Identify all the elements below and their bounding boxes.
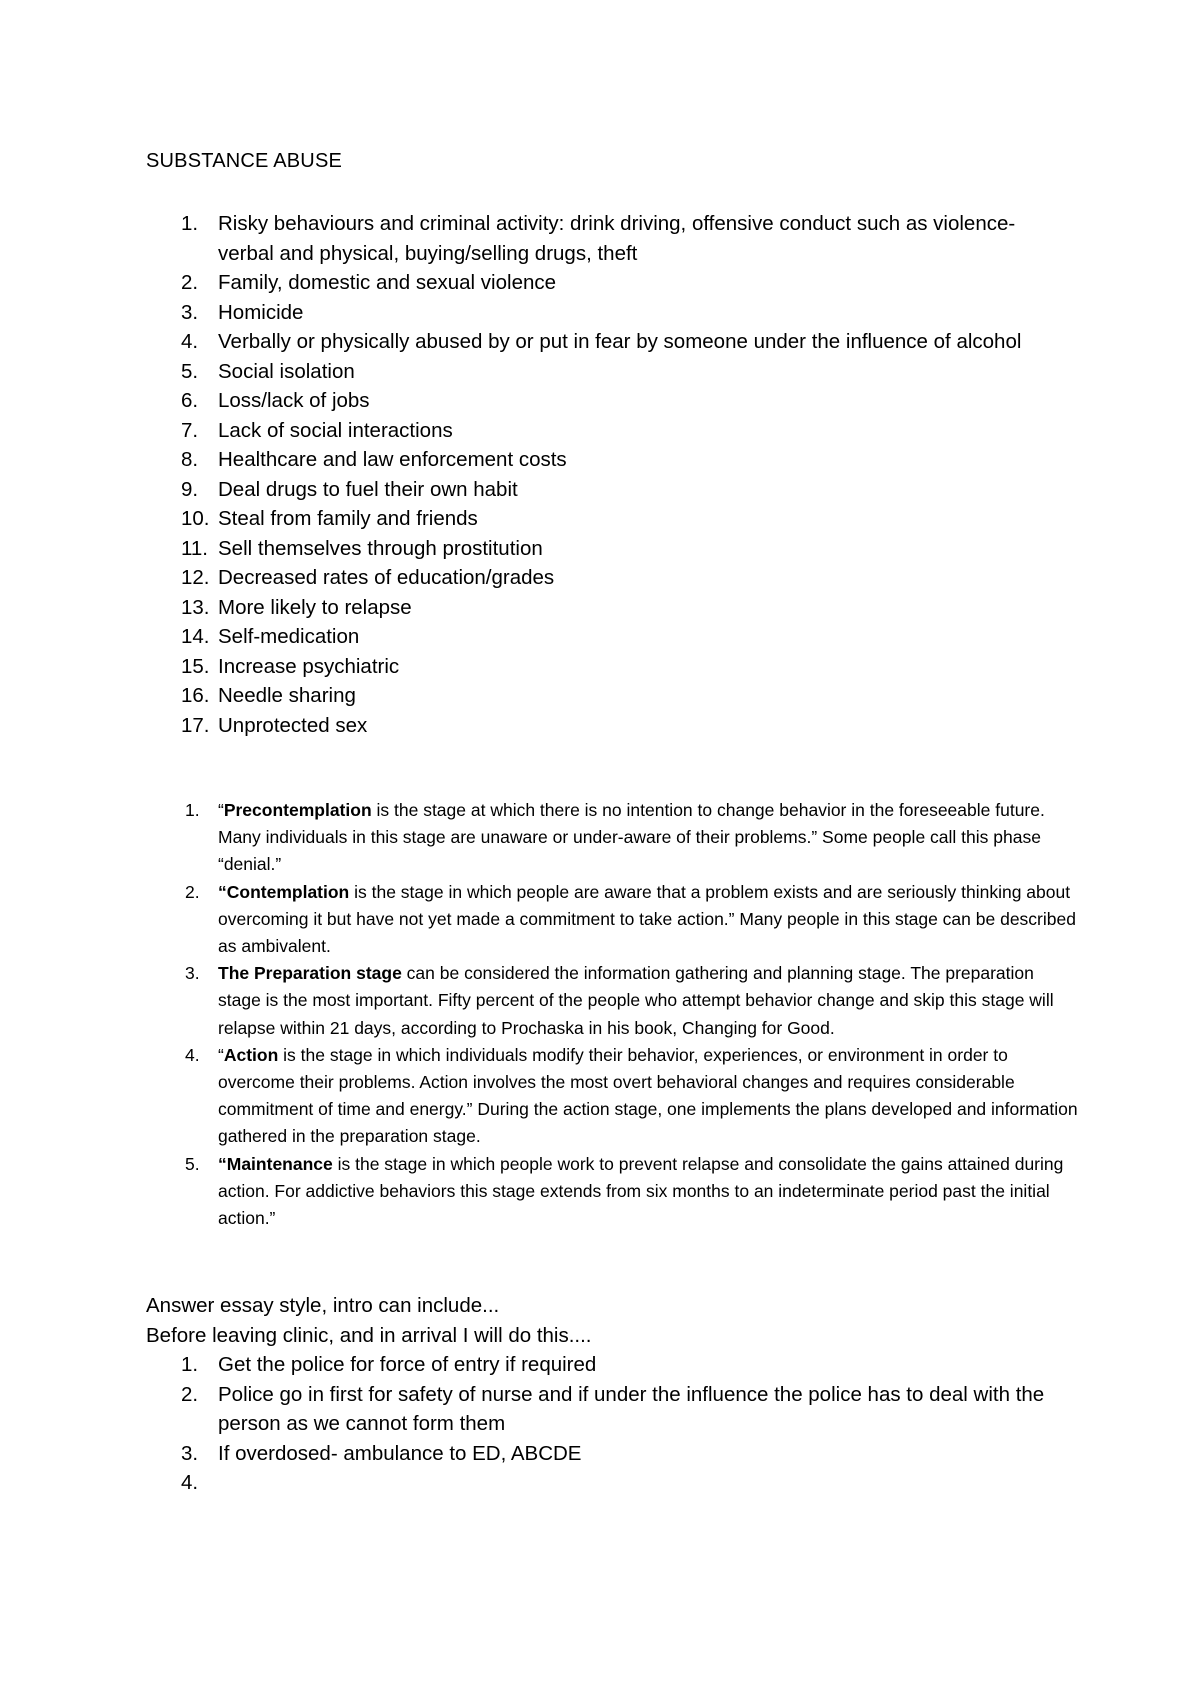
list-number: 2. bbox=[181, 1382, 199, 1406]
list-item bbox=[181, 1042, 1081, 1151]
list-number: 16. bbox=[181, 684, 210, 707]
list-number: 11. bbox=[181, 536, 208, 560]
stage-name: Contemplation bbox=[226, 881, 350, 902]
list-number: 9. bbox=[181, 477, 199, 501]
list-item bbox=[181, 475, 1031, 505]
list-text: Lack of social interactions bbox=[218, 418, 453, 442]
list-text: Social isolation bbox=[218, 359, 355, 383]
list-item bbox=[181, 534, 1031, 564]
list-text: Steal from family and friends bbox=[218, 507, 478, 530]
list-number: 13. bbox=[181, 595, 210, 619]
list-text: Verbally or physically abused by or put in fear by someone under the influence of alcohol bbox=[218, 330, 1022, 353]
stage-description: is the stage at which there is no intention to change behavior in the foreseeable future. Many individuals in this stage are unaware or under-aware of their problems.” Some people call this phase “denial.” bbox=[218, 800, 1045, 875]
list-text: Police go in first for safety of nurse and if under the influence the police has to deal with the person as we cannot form them bbox=[218, 1382, 1045, 1435]
list-number: 2. bbox=[181, 271, 199, 294]
list-number: 4. bbox=[185, 1044, 200, 1065]
list-number: 8. bbox=[181, 448, 199, 471]
quote-mark: “ bbox=[218, 881, 227, 902]
list-text: More likely to relapse bbox=[218, 595, 412, 619]
list-item bbox=[181, 563, 1031, 593]
list-number: 4. bbox=[181, 330, 199, 353]
list-number: 17. bbox=[181, 713, 210, 737]
list-text: Increase psychiatric bbox=[218, 654, 400, 678]
essay-instructions bbox=[146, 1291, 592, 1350]
essay-before-line: Before leaving clinic, and in arrival I will do this.... bbox=[146, 1323, 592, 1347]
list-text: Family, domestic and sexual violence bbox=[218, 271, 557, 294]
list-text: Needle sharing bbox=[218, 684, 356, 707]
stage-description: is the stage in which people are aware that a problem exists and are seriously thinking about overcoming it but have not yet made a commitment to take action.” Many people in this stage can be described as ambivalent. bbox=[218, 881, 1076, 957]
list-item bbox=[181, 1468, 1061, 1498]
list-item bbox=[181, 504, 1031, 534]
essay-intro-line: Answer essay style, intro can include... bbox=[146, 1294, 500, 1317]
stage-name: Precontemplation bbox=[223, 800, 372, 820]
stages-of-change-list bbox=[181, 797, 1081, 1232]
list-text: Risky behaviours and criminal activity: drink driving, offensive conduct such as violence- verbal and physical, buying/selling drugs, theft bbox=[218, 212, 1016, 265]
list-number: 4. bbox=[181, 1471, 199, 1494]
list-number: 1. bbox=[185, 800, 200, 820]
list-item bbox=[181, 416, 1031, 446]
quote-mark: “ bbox=[218, 800, 224, 820]
list-item bbox=[181, 209, 1031, 268]
list-item bbox=[181, 327, 1031, 357]
list-item bbox=[181, 445, 1031, 475]
list-item bbox=[181, 652, 1031, 682]
list-item bbox=[181, 593, 1031, 623]
stage-description: can be considered the information gathering and planning stage. The preparation stage is the most important. Fifty percent of the people who attempt behavior change and skip this stage will relapse within 21 days, according to Prochaska in his book, Changing for Good. bbox=[218, 963, 1054, 1038]
quote-mark: “ bbox=[218, 1153, 227, 1174]
stage-name: Action bbox=[223, 1044, 279, 1065]
list-number: 1. bbox=[181, 1353, 199, 1376]
list-item bbox=[181, 797, 1081, 879]
list-number: 15. bbox=[181, 654, 210, 678]
list-item bbox=[181, 357, 1031, 387]
arrival-actions-list bbox=[181, 1350, 1061, 1498]
stage-name: Maintenance bbox=[226, 1153, 333, 1174]
stage-description: is the stage in which people work to prevent relapse and consolidate the gains attained during action. For addictive behaviors this stage extends from six months to an indeterminate period past the initial action.” bbox=[218, 1153, 1064, 1229]
list-text: Sell themselves through prostitution bbox=[218, 536, 543, 560]
list-text: Homicide bbox=[218, 300, 304, 324]
list-text: Deal drugs to fuel their own habit bbox=[218, 477, 518, 501]
list-text: Decreased rates of education/grades bbox=[218, 566, 555, 589]
list-item bbox=[181, 711, 1031, 741]
list-item bbox=[181, 386, 1031, 416]
list-number: 5. bbox=[185, 1153, 200, 1174]
quote-mark: “ bbox=[218, 1044, 224, 1065]
list-number: 1. bbox=[181, 212, 199, 235]
list-text: Loss/lack of jobs bbox=[218, 389, 370, 412]
list-item bbox=[181, 622, 1031, 652]
list-item bbox=[181, 1380, 1061, 1439]
list-item bbox=[181, 298, 1031, 328]
list-item bbox=[181, 1151, 1081, 1233]
list-text: If overdosed- ambulance to ED, ABCDE bbox=[218, 1441, 582, 1465]
list-number: 12. bbox=[181, 566, 210, 589]
list-item bbox=[181, 1350, 1061, 1380]
list-text: Healthcare and law enforcement costs bbox=[218, 448, 567, 471]
list-item bbox=[181, 879, 1081, 961]
list-number: 3. bbox=[181, 1441, 199, 1465]
list-number: 6. bbox=[181, 389, 199, 412]
list-item bbox=[181, 681, 1031, 711]
list-text: Get the police for force of entry if required bbox=[218, 1353, 597, 1376]
list-item bbox=[181, 1439, 1061, 1469]
list-number: 3. bbox=[185, 963, 200, 984]
list-number: 7. bbox=[181, 418, 199, 442]
effects-list bbox=[181, 209, 1031, 740]
list-number: 10. bbox=[181, 507, 210, 530]
list-item bbox=[181, 960, 1081, 1042]
document-title: SUBSTANCE ABUSE bbox=[146, 150, 343, 172]
list-number: 3. bbox=[181, 300, 199, 324]
list-item bbox=[181, 268, 1031, 298]
stage-name: The Preparation stage bbox=[218, 963, 402, 984]
list-number: 14. bbox=[181, 625, 210, 648]
list-number: 2. bbox=[185, 881, 200, 902]
list-text: Unprotected sex bbox=[218, 713, 368, 737]
stage-description: is the stage in which individuals modify their behavior, experiences, or environment in order to overcome their problems. Action involves the most overt behavioral changes and requires considerable commitment of time and energy.” During the action stage, one implements the plans developed and information gathered in the preparation stage. bbox=[218, 1044, 1078, 1147]
list-text: Self-medication bbox=[218, 625, 360, 648]
list-number: 5. bbox=[181, 359, 199, 383]
